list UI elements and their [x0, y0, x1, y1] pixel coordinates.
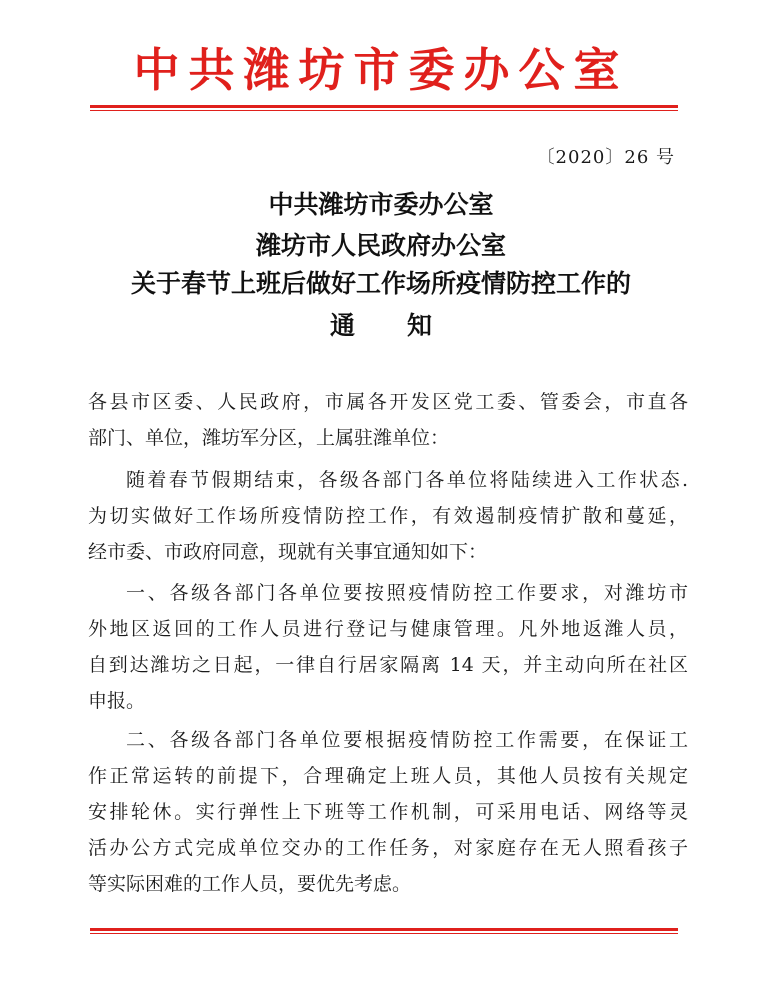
paragraph-line: 经市委、市政府同意，现就有关事宜通知如下：	[88, 541, 488, 563]
masthead: 中共潍坊市委办公室	[133, 43, 629, 97]
paragraph-line: 随着春节假期结束，各级各部门各单位将陆续进入工作状态.	[126, 469, 688, 491]
salutation-line: 各县市区委、人民政府，市属各开发区党工委、管委会，市直各	[88, 391, 688, 413]
paragraph-line: 二、各级各部门各单位要根据疫情防控工作需要，在保证工	[126, 729, 688, 751]
paragraph-line: 外地区返回的工作人员进行登记与健康管理。凡外地返潍人员，	[88, 618, 688, 640]
title-line-2: 潍坊市人民政府办公室	[255, 231, 506, 260]
salutation	[88, 384, 688, 456]
salutation-line: 部门、单位，潍坊军分区，上属驻潍单位：	[88, 427, 450, 449]
paragraph-line: 一、各级各部门各单位要按照疫情防控工作要求，对潍坊市	[126, 582, 688, 604]
paragraph-line: 作正常运转的前提下，合理确定上班人员，其他人员按有关规定	[88, 765, 688, 787]
paragraph-item-2	[88, 722, 688, 902]
paragraph-item-1	[88, 575, 688, 719]
title-line-1: 中共潍坊市委办公室	[268, 190, 494, 219]
paragraph-line: 活办公方式完成单位交办的工作任务，对家庭存在无人照看孩子	[88, 837, 688, 859]
title-line-3: 关于春节上班后做好工作场所疫情防控工作的	[130, 269, 631, 298]
document-number: 〔2020〕26 号	[536, 147, 675, 168]
paragraph-intro	[88, 462, 688, 570]
masthead-rule-thick	[90, 105, 678, 108]
paragraph-line: 为切实做好工作场所疫情防控工作，有效遏制疫情扩散和蔓延，	[88, 505, 688, 527]
paragraph-line: 自到达潍坊之日起，一律自行居家隔离 14 天，并主动向所在社区	[88, 654, 688, 676]
title-line-4: 通知	[329, 311, 484, 340]
footer-rule-thin	[90, 933, 678, 934]
paragraph-line: 安排轮休。实行弹性上下班等工作机制，可采用电话、网络等灵	[88, 801, 688, 823]
footer-rule-thick	[90, 928, 678, 931]
paragraph-line: 申报。	[88, 690, 146, 712]
paragraph-line: 等实际困难的工作人员，要优先考虑。	[88, 873, 412, 895]
masthead-rule-thin	[90, 110, 678, 111]
